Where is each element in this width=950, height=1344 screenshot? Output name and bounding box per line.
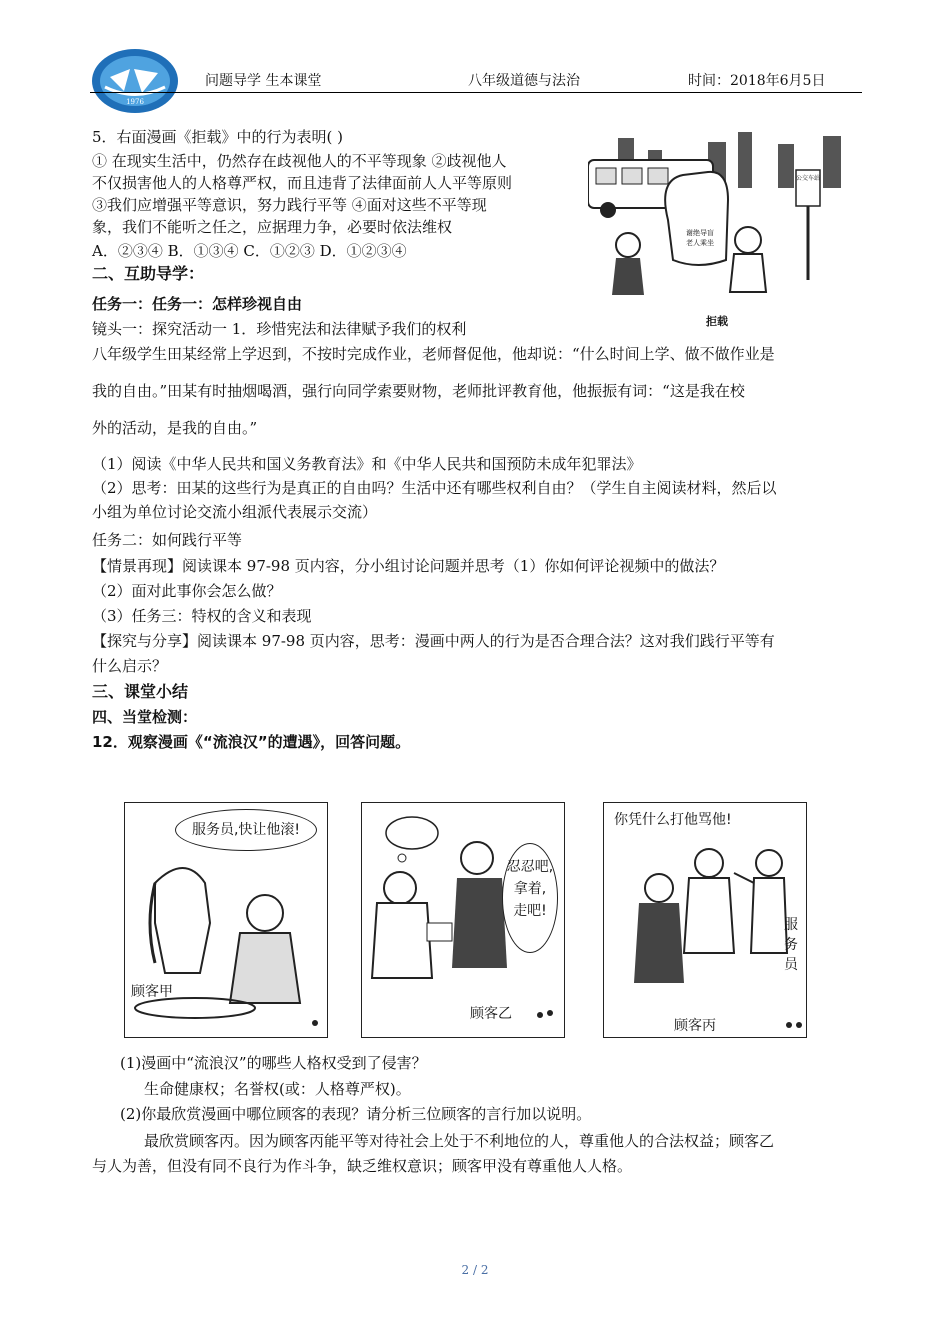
- svg-text:老人乘坐: 老人乘坐: [686, 239, 714, 247]
- comic3-speech: 你凭什么打他骂他!: [614, 812, 732, 828]
- school-logo: [90, 47, 180, 115]
- comic1-label: 顾客甲: [131, 984, 173, 1000]
- question-1: （1）阅读《中华人民共和国义务教育法》和《中华人民共和国预防未成年犯罪法》: [92, 455, 642, 473]
- explore-line1: 【探究与分享】阅读课本 97-98 页内容，思考：漫画中两人的行为是否合理合法？这对我们践行平等有: [92, 632, 775, 650]
- q5-line3: ③我们应增强平等意识，努力践行平等 ④面对这些不平等现: [92, 196, 487, 214]
- q5-line2: 不仅损害他人的人格尊严权，而且违背了法律面前人人平等原则: [92, 174, 513, 192]
- section3-title: 三、课堂小结: [92, 682, 189, 701]
- scene-line3: （3）任务三：特权的含义和表现: [92, 607, 312, 625]
- q5-line1: ① 在现实生活中，仍然存在歧视他人的不平等现象 ②歧视他人: [92, 152, 507, 170]
- comic2-label: 顾客乙: [470, 1006, 512, 1022]
- lens1: 镜头一：探究活动一 1．珍惜宪法和法律赋予我们的权利: [92, 320, 467, 338]
- cartoon-refuse-caption: 拒载: [706, 315, 728, 328]
- cartoon-refuse-illustration: [588, 130, 860, 308]
- svg-text:谢绝导盲: 谢绝导盲: [686, 229, 714, 237]
- comic-panel-1: [124, 802, 328, 1038]
- story-para1: 八年级学生田某经常上学迟到，不按时完成作业，老师督促他，他却说：“什么时间上学、做不做作业是: [92, 345, 775, 363]
- q5-line4: 象，我们不能听之任之，应据理力争，必要时依法维权: [92, 218, 453, 236]
- header-center: 八年级道德与法治: [468, 73, 580, 89]
- question-2a: （2）思考：田某的这些行为是真正的自由吗？生活中还有哪些权利自由？（学生自主阅读材料，然后以: [92, 479, 777, 497]
- q5-options: A．②③④ B．①③④ C．①②③ D．①②③④: [92, 242, 407, 260]
- scene-line1: 【情景再现】阅读课本 97-98 页内容，分小组讨论问题并思考（1）你如何评论视频中的做法？: [92, 557, 725, 575]
- comic3-label: 顾客丙: [674, 1018, 716, 1034]
- answer1-text: 生命健康权；名誉权(或：人格尊严权)。: [144, 1080, 411, 1098]
- answer1-question: (1)漫画中“流浪汉”的哪些人格权受到了侵害？: [120, 1054, 427, 1072]
- comic2-speech: 忍忍吧, 拿着, 走吧!: [502, 843, 558, 953]
- logo-year: 1976: [126, 98, 144, 106]
- story-para2: 我的自由。”田某有时抽烟喝酒，强行向同学索要财物，老师批评教育他，他振振有词：“这是我在校: [92, 382, 745, 400]
- scene-line2: （2）面对此事你会怎么做？: [92, 582, 282, 600]
- story-para3: 外的活动，是我的自由。”: [92, 419, 258, 437]
- svg-text:公交车站: 公交车站: [795, 175, 821, 182]
- header-divider: [90, 92, 862, 93]
- task2-title: 任务二：如何践行平等: [92, 531, 243, 549]
- header-left: 问题导学 生本课堂: [205, 73, 322, 89]
- task1-title: 任务一：任务一：怎样珍视自由: [92, 295, 303, 313]
- answer2-line2: 与人为善，但没有同不良行为作斗争，缺乏维权意识；顾客甲没有尊重他人人格。: [92, 1157, 633, 1175]
- section4-title: 四、当堂检测：: [92, 708, 198, 726]
- section2-title: 二、互助导学：: [92, 264, 205, 283]
- page-number: 2 / 2: [461, 1263, 489, 1277]
- answer2-question: (2)你最欣赏漫画中哪位顾客的表现？请分析三位顾客的言行加以说明。: [120, 1105, 592, 1123]
- comic3-side-label: 服 务 员: [784, 917, 798, 973]
- answer2-line1: 最欣赏顾客丙。因为顾客丙能平等对待社会上处于不利地位的人，尊重他人的合法权益；顾客乙: [144, 1132, 775, 1150]
- q5-stem: 5．右面漫画《拒载》中的行为表明( ): [92, 128, 344, 146]
- comic-panel-2: [361, 802, 565, 1038]
- q12-stem: 12．观察漫画《“流浪汉”的遭遇》，回答问题。: [92, 733, 411, 751]
- header-date: 时间：2018年6月5日: [688, 73, 826, 89]
- comic-panel-3: [603, 802, 807, 1038]
- question-2b: 小组为单位讨论交流小组派代表展示交流）: [92, 503, 378, 521]
- comic1-speech: 服务员,快让他滚!: [175, 809, 317, 851]
- explore-line2: 什么启示？: [92, 657, 168, 675]
